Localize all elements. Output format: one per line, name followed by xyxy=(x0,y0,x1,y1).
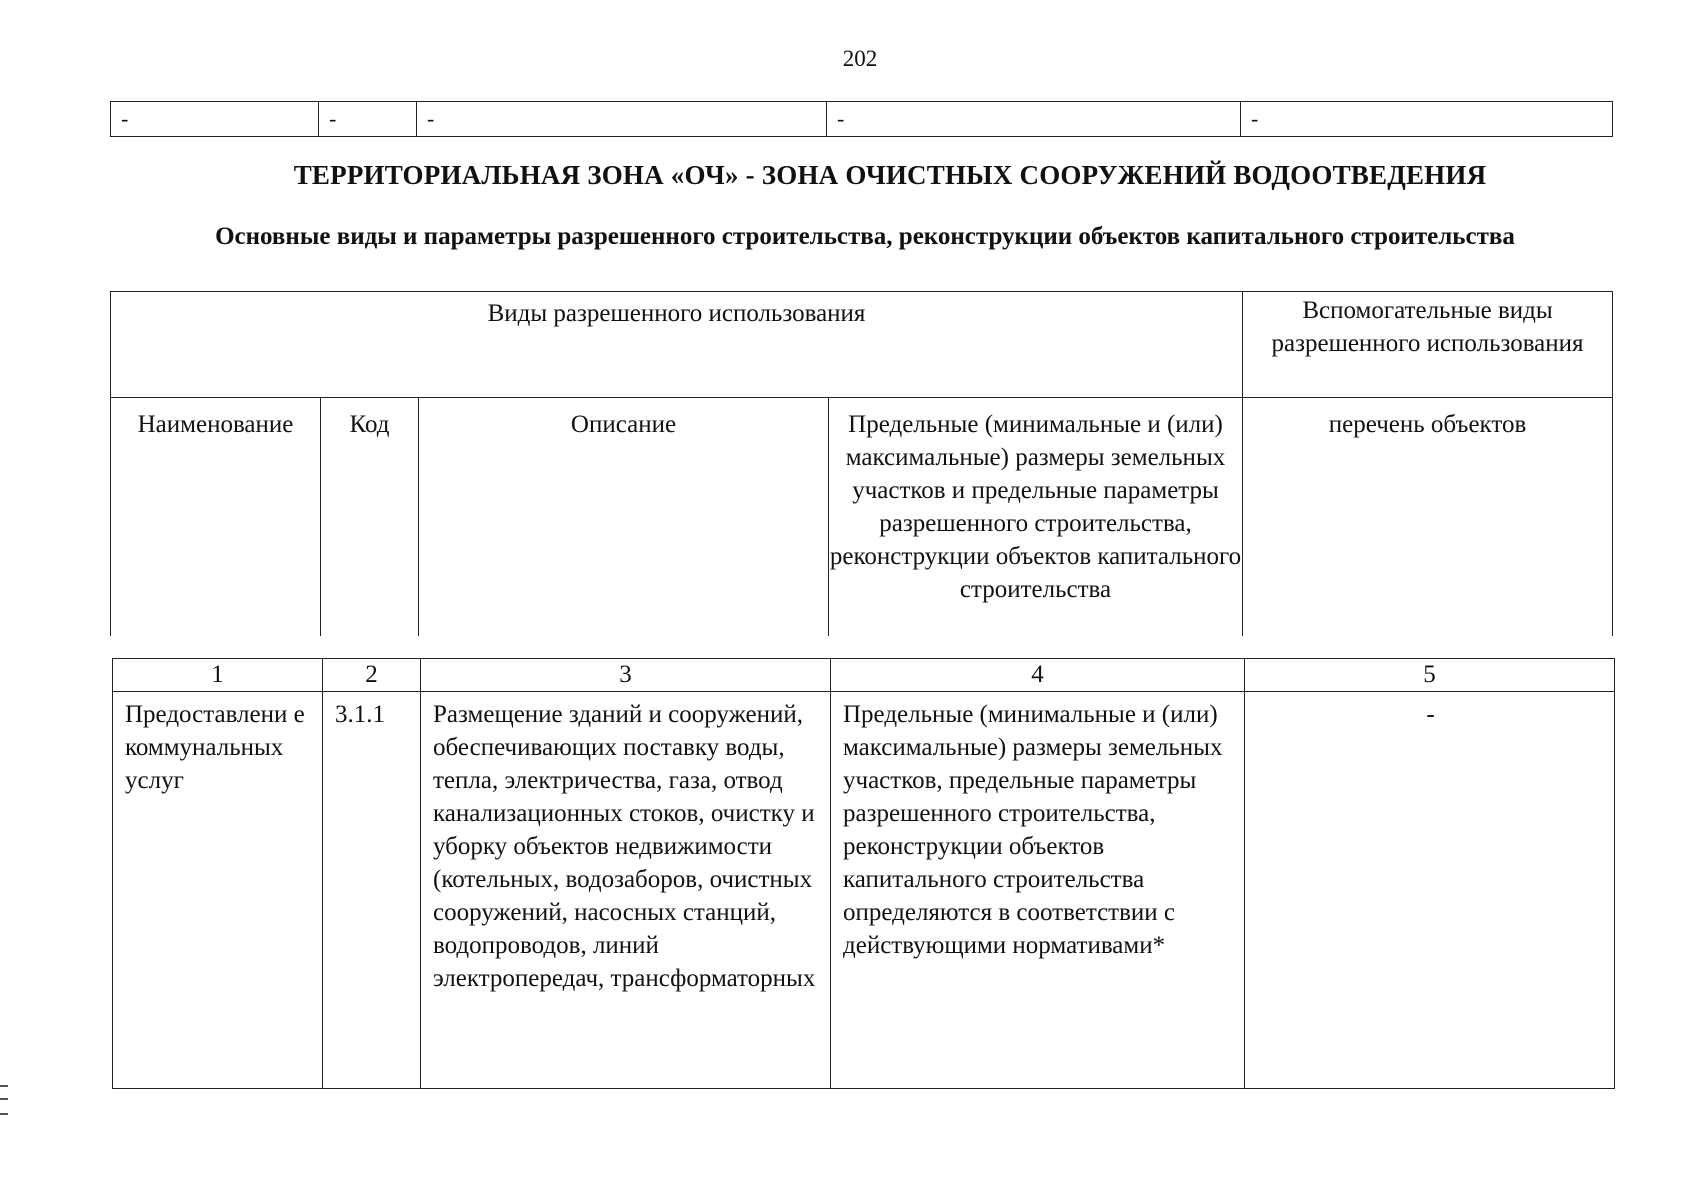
section-subtitle: Основные виды и параметры разрешенного строительства, реконструкции объектов капитального строительства xyxy=(215,223,1515,250)
page-number: 202 xyxy=(842,46,878,71)
header-table xyxy=(110,291,1613,636)
column-header-objects: перечень объектов xyxy=(1243,398,1613,637)
column-number: 2 xyxy=(323,659,421,692)
data-table xyxy=(112,658,1615,1089)
column-header-code: Код xyxy=(321,398,419,637)
cell-objects: - xyxy=(1245,692,1615,1089)
column-header-name: Наименование xyxy=(111,398,321,637)
continuation-cell: - xyxy=(827,102,1241,137)
header-permitted-uses: Виды разрешенного использования xyxy=(111,292,1243,398)
column-number: 1 xyxy=(113,659,323,692)
column-number: 5 xyxy=(1245,659,1615,692)
column-header-limits: Предельные (минимальные и (или) максимальные) размеры земельных участков и предельные параметры разрешенного строительства, реконструкции объектов капитального строительства xyxy=(829,398,1243,637)
continuation-cell: - xyxy=(1241,102,1613,137)
zone-title: ТЕРРИТОРИАЛЬНАЯ ЗОНА «ОЧ» - ЗОНА ОЧИСТНЫХ СООРУЖЕНИЙ ВОДООТВЕДЕНИЯ xyxy=(293,160,1487,190)
cell-code: 3.1.1 xyxy=(323,692,421,1089)
header-auxiliary-uses: Вспомогательные виды разрешенного использования xyxy=(1243,292,1613,398)
column-number: 4 xyxy=(831,659,1245,692)
column-number-row xyxy=(113,659,1615,692)
continuation-cell: - xyxy=(319,102,417,137)
cell-description: Размещение зданий и сооружений, обеспечивающих поставку воды, тепла, электричества, газа, отвод канализационных стоков, очистку и уборку объектов недвижимости (котельных, водозаборов, очистных сооружений, насосных станций, водопроводов, линий электропередач, трансформаторных xyxy=(421,692,831,1089)
continuation-cell: - xyxy=(417,102,827,137)
cell-name: Предоставлени е коммунальных услуг xyxy=(113,692,323,1089)
continuation-row-table xyxy=(110,101,1613,137)
table-row xyxy=(113,692,1615,1089)
continuation-cell: - xyxy=(111,102,319,137)
binding-edge-mark xyxy=(0,1085,8,1115)
column-number: 3 xyxy=(421,659,831,692)
cell-limits: Предельные (минимальные и (или) максимальные) размеры земельных участков, предельные параметры разрешенного строительства, реконструкции объектов капитального строительства определяются в соответствии с действующими нормативами* xyxy=(831,692,1245,1089)
column-header-description: Описание xyxy=(419,398,829,637)
